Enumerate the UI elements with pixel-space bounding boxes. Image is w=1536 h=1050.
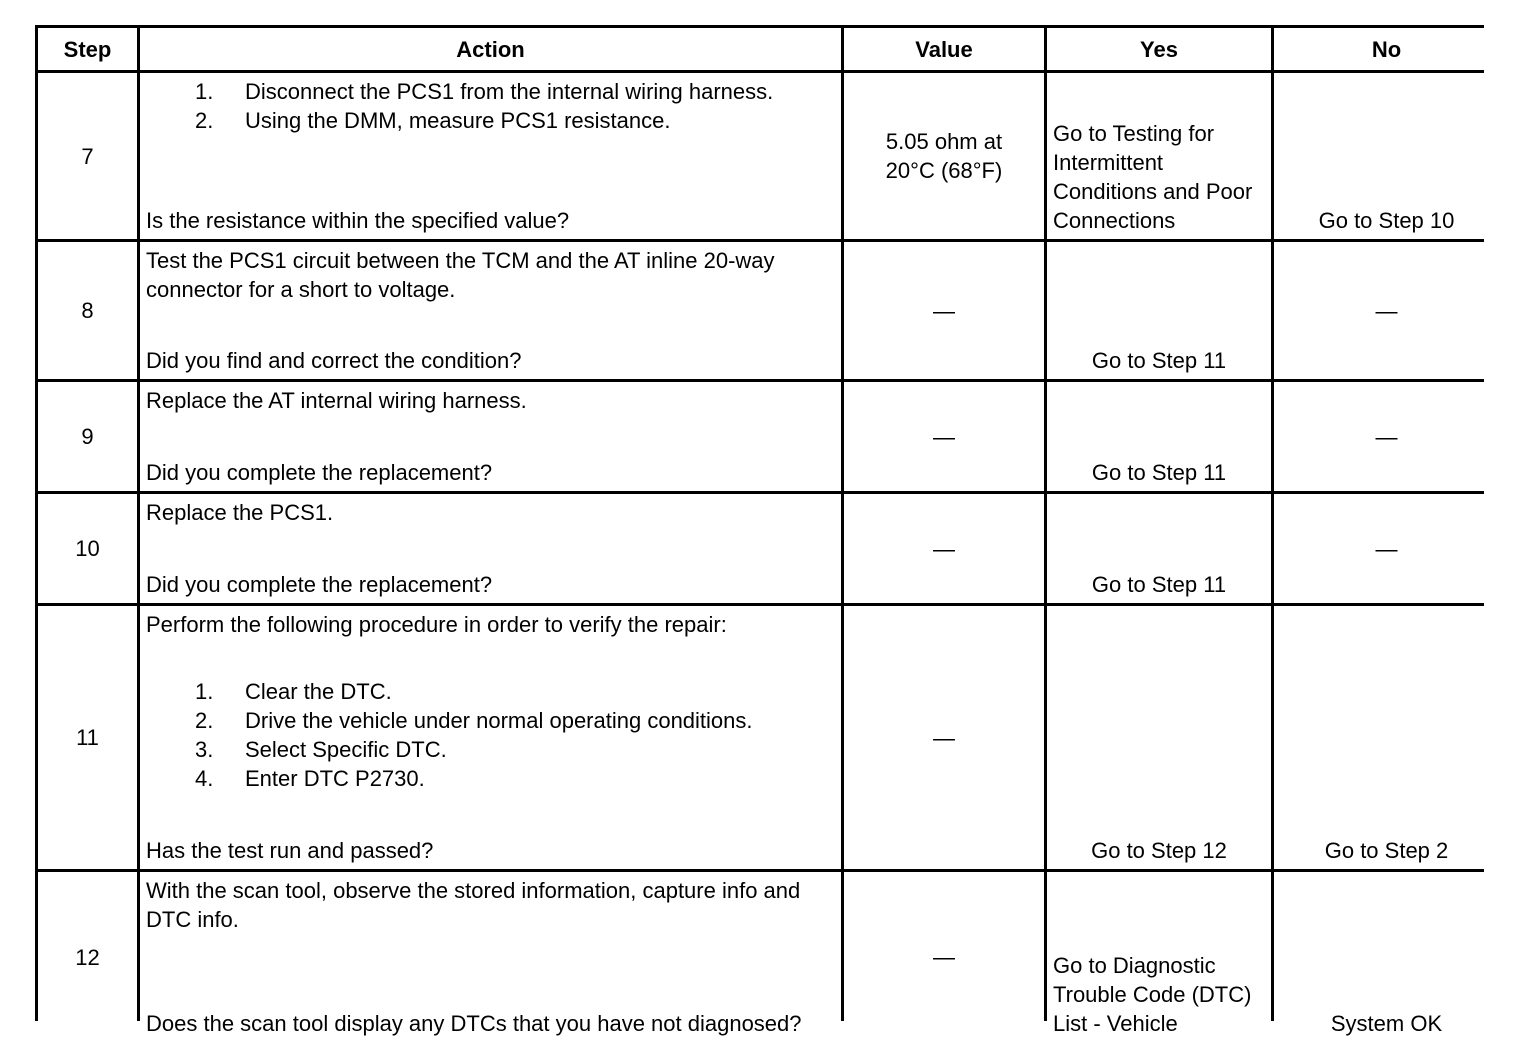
action-question: Is the resistance within the specified value?: [146, 208, 570, 233]
no-cell: —: [1274, 494, 1499, 603]
no-cell: —: [1274, 382, 1499, 491]
value-cell: —: [844, 494, 1044, 603]
procedure-list: [146, 77, 835, 135]
step-number: 8: [38, 242, 137, 379]
value-cell: —: [844, 382, 1044, 491]
action-text: Perform the following procedure in order to verify the repair:: [146, 612, 727, 637]
action-question: Has the test run and passed?: [146, 838, 434, 863]
yes-cell: Go to Step 11: [1047, 242, 1271, 379]
action-cell: [140, 382, 841, 491]
value-cell: 5.05 ohm at 20°C (68°F): [844, 73, 1044, 239]
header-no: No: [1274, 28, 1499, 70]
action-question: Did you find and correct the condition?: [146, 348, 522, 373]
action-question: Did you complete the replacement?: [146, 460, 493, 485]
header-action: Action: [140, 28, 841, 70]
action-text: Replace the AT internal wiring harness.: [146, 388, 527, 413]
action-cell: [140, 606, 841, 869]
header-yes: Yes: [1047, 28, 1271, 70]
no-cell: —: [1274, 242, 1499, 379]
no-cell: System OK: [1274, 872, 1499, 1042]
step-number: 7: [38, 73, 137, 239]
procedure-list: [146, 677, 835, 793]
value-cell: —: [844, 242, 1044, 379]
value-cell: —: [844, 606, 1044, 869]
header-step: Step: [38, 28, 137, 70]
step-number: 12: [38, 872, 137, 1042]
action-text: With the scan tool, observe the stored information, capture info and DTC info.: [146, 878, 801, 932]
action-cell: [140, 73, 841, 239]
list-item: 4. Enter DTC P2730.: [195, 766, 425, 791]
list-item: 2. Using the DMM, measure PCS1 resistance.: [195, 108, 671, 133]
step-number: 11: [38, 606, 137, 869]
yes-cell: Go to Diagnostic Trouble Code (DTC) List - Vehicle: [1047, 872, 1271, 1042]
action-cell: [140, 494, 841, 603]
list-item: 1. Disconnect the PCS1 from the internal wiring harness.: [195, 79, 774, 104]
action-question: Did you complete the replacement?: [146, 572, 493, 597]
no-cell: Go to Step 10: [1274, 73, 1499, 239]
step-number: 10: [38, 494, 137, 603]
step-number: 9: [38, 382, 137, 491]
yes-cell: Go to Step 11: [1047, 382, 1271, 491]
list-item: 1. Clear the DTC.: [195, 679, 392, 704]
action-text: Test the PCS1 circuit between the TCM and the AT inline 20-way connector for a short to voltage.: [146, 248, 775, 302]
action-text: Replace the PCS1.: [146, 500, 334, 525]
yes-cell: Go to Step 11: [1047, 494, 1271, 603]
list-item: 2. Drive the vehicle under normal operating conditions.: [195, 708, 753, 733]
no-cell: Go to Step 2: [1274, 606, 1499, 869]
diagnostic-table: [35, 25, 1484, 1036]
yes-cell: Go to Testing for Intermittent Conditions and Poor Connections: [1047, 73, 1271, 239]
yes-cell: Go to Step 12: [1047, 606, 1271, 869]
list-item: 3. Select Specific DTC.: [195, 737, 447, 762]
action-cell: [140, 872, 841, 1042]
value-cell: —: [844, 872, 1044, 1042]
header-value: Value: [844, 28, 1044, 70]
action-question: Does the scan tool display any DTCs that you have not diagnosed?: [146, 1011, 802, 1036]
action-cell: [140, 242, 841, 379]
